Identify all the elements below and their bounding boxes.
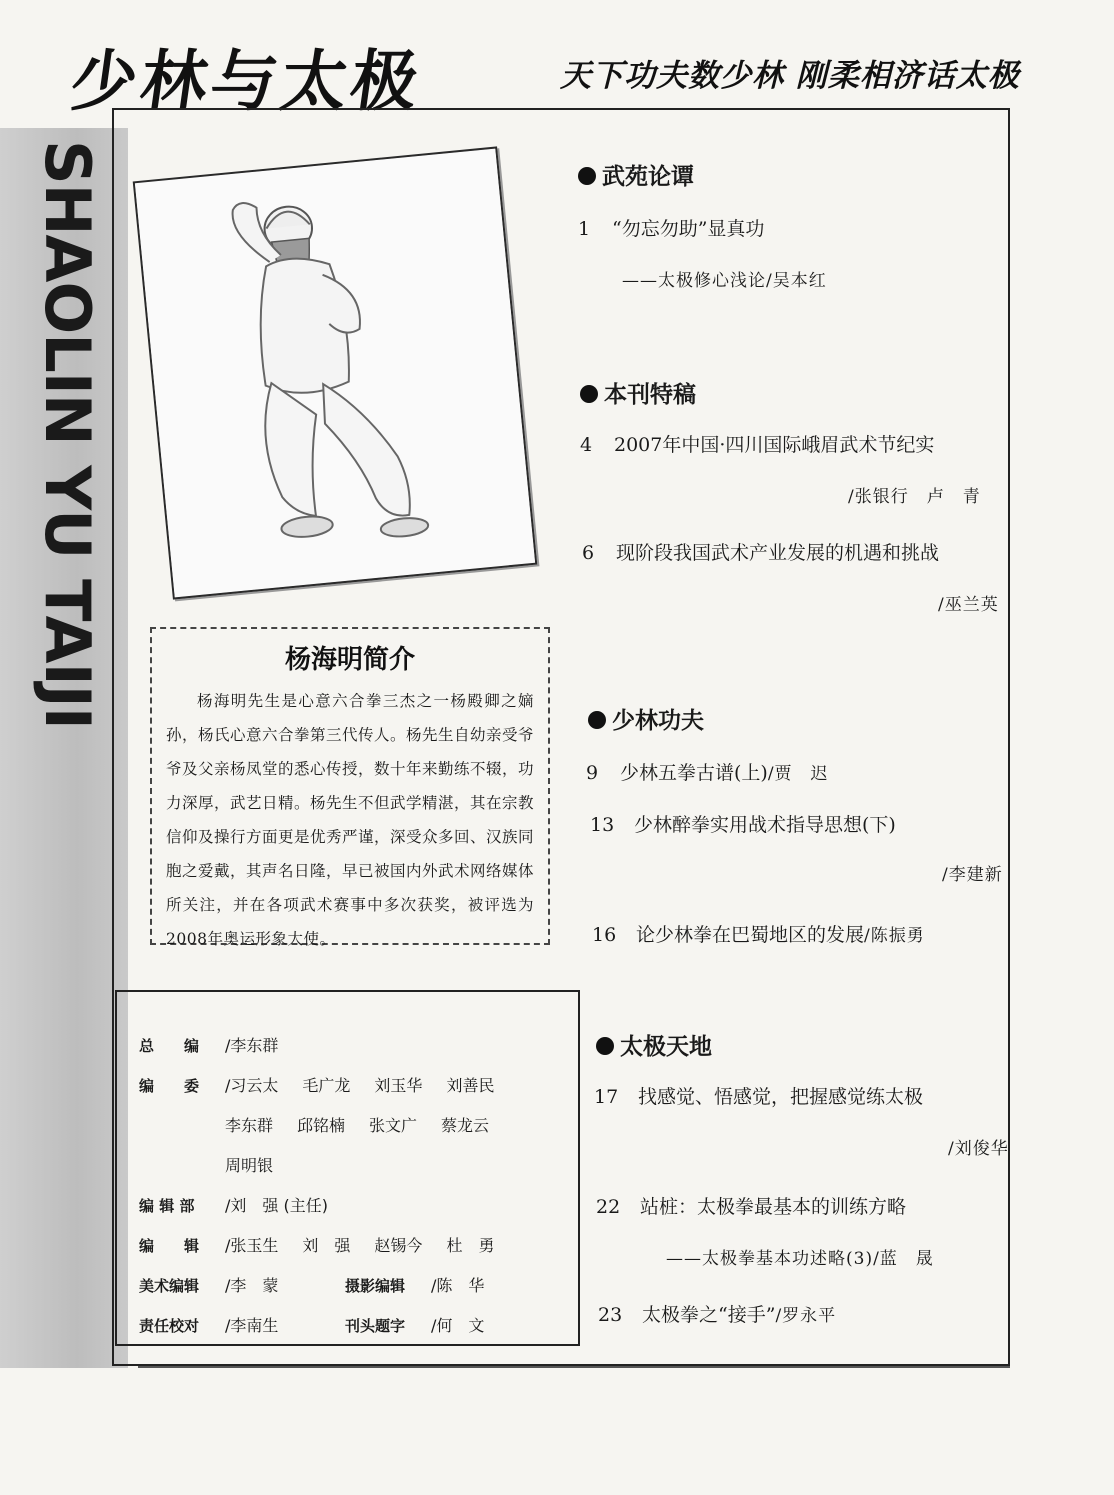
toc-item: 4 2007年中国·四川国际峨眉武术节纪实: [580, 434, 935, 456]
editorial-staff-box: [115, 990, 580, 1346]
staff-row-committee-2: [139, 1106, 558, 1146]
staff-value: 杜 勇: [446, 1236, 495, 1255]
staff-row-committee: [139, 1066, 558, 1106]
toc-item-author: /巫兰英: [938, 595, 999, 615]
toc-item-author: /刘俊华: [948, 1139, 1009, 1159]
biography-box: [150, 627, 550, 948]
staff-value: 邱铭楠: [297, 1116, 346, 1135]
masthead-slogan: 天下功夫数少林 刚柔相济话太极: [560, 58, 1020, 94]
toc-item: 23 太极拳之“接手”/罗永平: [598, 1304, 837, 1326]
staff-value: 刘玉华: [374, 1076, 423, 1095]
staff-row-editors: [139, 1226, 558, 1266]
staff-row-art: [139, 1266, 558, 1306]
staff-row-chief: [139, 1026, 558, 1066]
toc-item: 13 少林醉拳实用战术指导思想(下): [590, 814, 896, 836]
staff-label: 美术编辑: [139, 1277, 200, 1295]
toc-section-header: 少林功夫: [588, 702, 704, 735]
toc-item-author: /李建新: [942, 865, 1003, 885]
staff-value: /李东群: [225, 1036, 279, 1055]
toc-section-header: 本刊特稿: [580, 376, 696, 409]
staff-label: 刊头题字: [345, 1317, 406, 1335]
staff-value: /李 蒙: [225, 1276, 279, 1295]
toc-section-header: 太极天地: [596, 1028, 712, 1061]
staff-value: /刘 强 (主任): [225, 1196, 328, 1215]
staff-value: 张文广: [369, 1116, 418, 1135]
side-band-text-wrap: [22, 140, 112, 1340]
staff-value: /张玉生: [225, 1236, 279, 1255]
staff-row-dept: [139, 1186, 558, 1226]
bullet-icon: [578, 167, 596, 185]
biography-title: 杨海明简介: [284, 645, 415, 675]
staff-value: /何 文: [431, 1316, 485, 1335]
staff-label: 总 编: [139, 1037, 200, 1055]
toc-item-subtitle: ——太极拳基本功述略(3)/蓝 晟: [666, 1249, 934, 1269]
biography-text: 杨海明先生是心意六合拳三杰之一杨殿卿之嫡孙，杨氏心意六合拳第三代传人。杨先生自幼亲受爷爷及父亲杨凤堂的悉心传授，数十年来勤练不辍，功力深厚，武艺日精。杨先生不但武学精湛，其在宗教信仰及操行方面更是优秀严谨，深受众多回、汉族同胞之爱戴，其声名日隆，早已被国内外武术网络媒体所关注，并在各项武术赛事中多次获奖，被评选为2008年奥运形象大使。: [166, 692, 535, 948]
toc-item-author: /张银行 卢 青: [848, 487, 981, 507]
toc-section-header: 武苑论谭: [578, 158, 694, 191]
staff-value: 刘善民: [446, 1076, 495, 1095]
masthead-title: 少林与太极: [65, 42, 427, 120]
staff-value: /陈 华: [431, 1276, 485, 1295]
staff-label: 编 辑: [139, 1237, 200, 1255]
staff-value: 毛广龙: [302, 1076, 351, 1095]
staff-label: 编 委: [139, 1077, 200, 1095]
side-band-text: SHAOLIN YU TAIJI: [31, 140, 104, 729]
staff-value: 李东群: [225, 1116, 274, 1135]
staff-value: 赵锡今: [374, 1236, 423, 1255]
frame-bottom-line: [138, 1366, 1010, 1368]
staff-value: 蔡龙云: [441, 1116, 490, 1135]
martial-artist-photo: [133, 146, 538, 599]
staff-value: 刘 强: [302, 1236, 351, 1255]
staff-label: 编 辑 部: [139, 1197, 195, 1215]
toc-item: 17 找感觉、悟感觉，把握感觉练太极: [594, 1086, 924, 1108]
staff-value: /习云太: [225, 1076, 279, 1095]
bullet-icon: [596, 1037, 614, 1055]
bullet-icon: [580, 385, 598, 403]
staff-row-proof: [139, 1306, 558, 1346]
toc-item: 1 “勿忘勿助”显真功: [578, 218, 765, 240]
staff-label: 摄影编辑: [345, 1277, 406, 1295]
toc-item: 16 论少林拳在巴蜀地区的发展/陈振勇: [592, 924, 925, 946]
staff-row-committee-3: [139, 1146, 558, 1186]
toc-item: 6 现阶段我国武术产业发展的机遇和挑战: [582, 542, 940, 564]
martial-artist-figure-icon: [135, 149, 535, 598]
toc-item: 22 站桩：太极拳最基本的训练方略: [596, 1196, 907, 1218]
staff-value: 周明银: [225, 1156, 274, 1175]
bullet-icon: [588, 711, 606, 729]
toc-item-subtitle: ——太极修心浅论/吴本红: [622, 271, 827, 291]
staff-label: 责任校对: [139, 1317, 200, 1335]
toc-item: 9 少林五拳古谱(上)/贾 迟: [586, 762, 829, 784]
staff-value: /李南生: [225, 1316, 279, 1335]
